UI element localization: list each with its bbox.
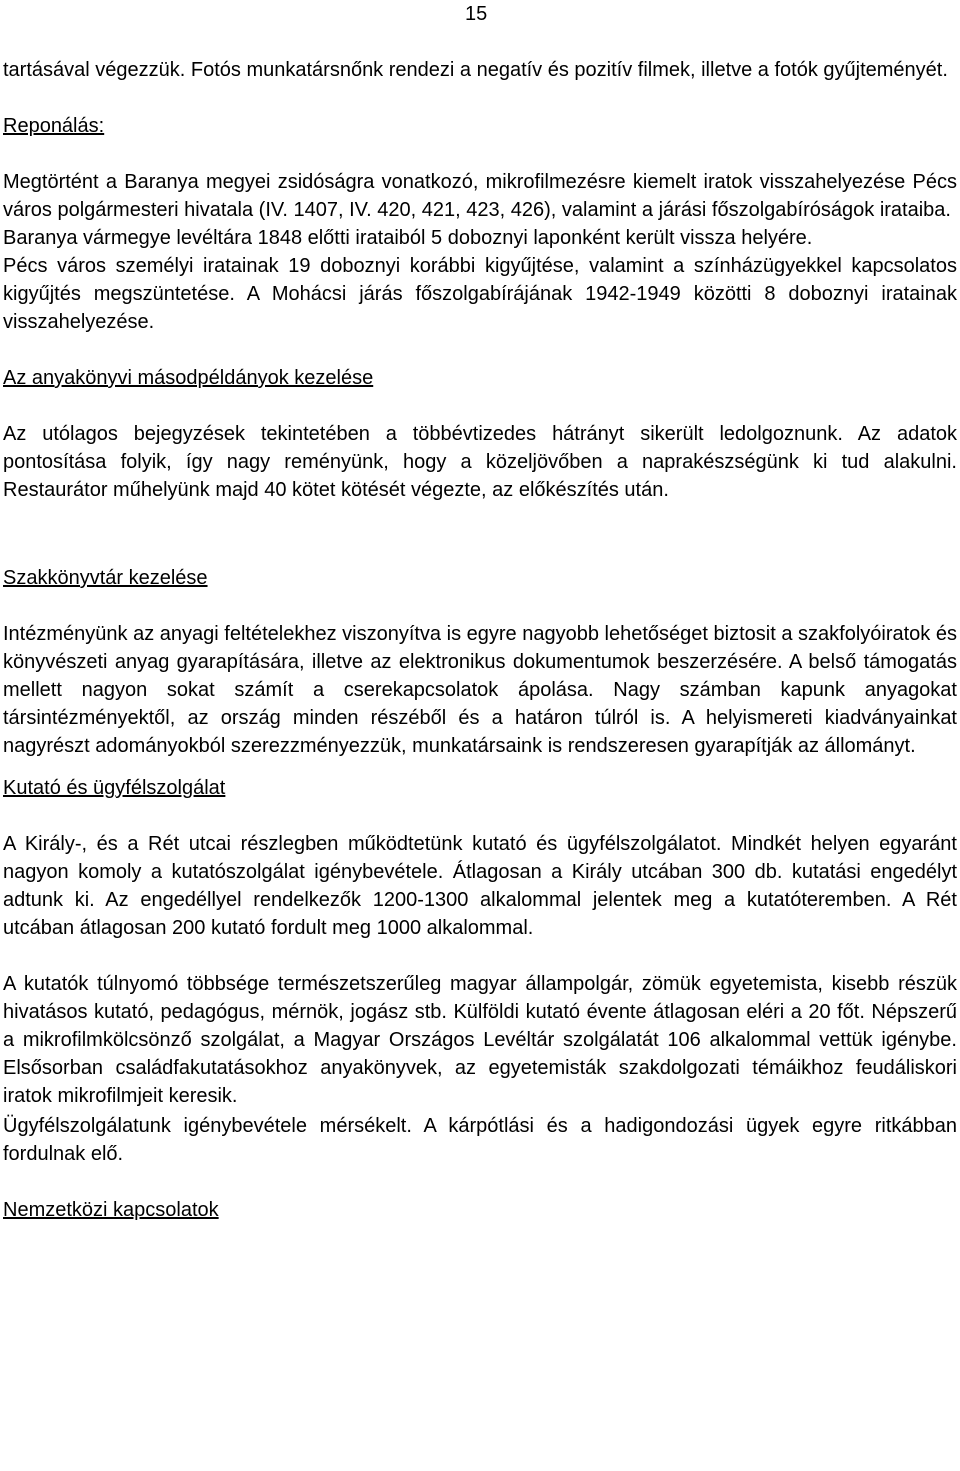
page-number: 15 [465, 3, 488, 25]
paragraph-kutatok: A kutatók túlnyomó többsége természetszerűleg magyar állampolgár, zömük egyetemista, kisebb részük hivatásos kutató, pedagógus, mérnök, jogász stb. Külföldi kutató évente átlagosan eléri a 20 főt. Népszerű a mikrofilmkölcsönző szolgálat, a Magyar Országos Levéltár szolgálatát 106 alkalommal vettük igénybe. Elsősorban családfakutatásokhoz anyakönyvek, az egyetemisták szakdolgozati témáikhoz feudáliskori iratok mikrofilmjeit keresik. [3, 973, 957, 1107]
paragraph-ugyfelszolgalat: Ügyfélszolgálatunk igénybevétele mérsékelt. A kárpótlási és a hadigondozási ügyek egyre ritkábban fordulnak elő. [3, 1115, 957, 1165]
heading-szakkonyvtar: Szakkönyvtár kezelése [3, 567, 208, 589]
paragraph-varmegye: Baranya vármegye levéltára 1848 előtti irataiból 5 doboznyi laponként került vissza helyére. [3, 227, 813, 249]
paragraph-szakkonyvtar: Intézményünk az anyagi feltételekhez viszonyítva is egyre nagyobb lehetőséget biztosit a szakfolyóiratok és könyvészeti anyag gyarapítására, illetve az elektronikus dokumentumok beszerzésére. A belső támogatás mellett nagyon sokat számít a cserekapcsolatok ápolása. Nagy számban kapunk anyagokat társintézményektől, az ország minden részéből és a határon túlról is. A helyismereti kiadványainkat nagyrészt adományokból szerezzményezzük, munkatársaink is rendszeresen gyarapítják az állományt. [3, 623, 957, 757]
heading-nemzetkozi: Nemzetközi kapcsolatok [3, 1199, 219, 1221]
heading-reponalas: Reponálás: [3, 115, 105, 137]
paragraph-kutato-reszleg: A Király-, és a Rét utcai részlegben működtetünk kutató és ügyfélszolgálatot. Mindkét helyen egyaránt nagyon komoly a kutatószolgálat igénybevétele. Átlagosan a Király utcában 300 db. kutatási engedélyt adtunk ki. Az engedéllyel rendelkezők 1200-1300 alkalommal jelentek meg a kutatóteremben. A Rét utcában átlagosan 200 kutató fordult meg 1000 alkalommal. [3, 833, 957, 939]
paragraph-szemelyi: Pécs város személyi iratainak 19 doboznyi korábbi kigyűjtése, valamint a színházügyekkel kapcsolatos kigyűjtés megszüntetése. A Mohácsi járás főszolgabírájának 1942-1949 közötti 8 doboznyi iratainak visszahelyezése. [3, 255, 957, 333]
document-body [3, 56, 957, 1224]
heading-anyakonyvi: Az anyakönyvi másodpéldányok kezelése [3, 367, 374, 389]
paragraph-zsidosag: Megtörtént a Baranya megyei zsidóságra vonatkozó, mikrofilmezésre kiemelt iratok visszahelyezése Pécs város polgármesteri hivatala (IV. 1407, IV. 420, 421, 423, 426), valamint a járási főszolgabíróságok irataiba. [3, 171, 957, 221]
paragraph-anyakonyvi: Az utólagos bejegyzések tekintetében a többévtizedes hátrányt sikerült ledolgoznunk. Az adatok pontosítása folyik, így nagy reményünk, hogy a közeljövőben a naprakészségünk ki tud alakulni. Restaurátor műhelyünk majd 40 kötet kötését végezte, az előkészítés után. [3, 423, 957, 501]
heading-kutato: Kutató és ügyfélszolgálat [3, 777, 226, 799]
paragraph-fotok: tartásával végezzük. Fotós munkatársnőnk rendezi a negatív és pozitív filmek, illetve a fotók gyűjteményét. [3, 59, 948, 81]
